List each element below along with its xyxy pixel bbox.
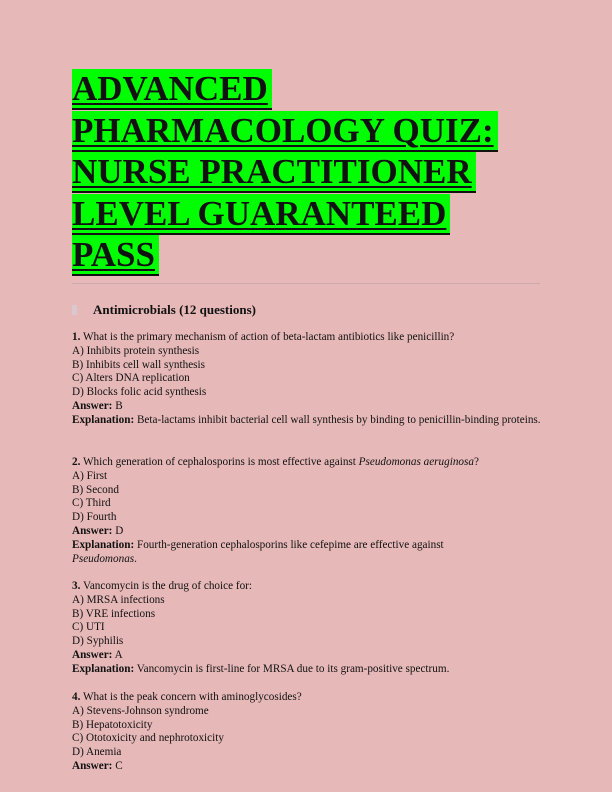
answer-value: C	[115, 759, 123, 772]
answer-line	[72, 400, 542, 414]
option: B) Second	[72, 483, 119, 496]
option: D) Blocks folic acid synthesis	[72, 386, 207, 399]
option: A) MRSA infections	[72, 593, 165, 606]
option: C) Alters DNA replication	[72, 372, 190, 385]
title-line-5: PASS	[72, 235, 159, 274]
question-number: 1.	[72, 331, 81, 343]
question-number: 2.	[72, 456, 81, 468]
option: D) Anemia	[72, 746, 122, 759]
title-line-3: NURSE PRACTITIONER	[72, 152, 476, 191]
option: D) Syphilis	[72, 635, 124, 648]
option: D) Fourth	[72, 511, 117, 524]
answer-label: Answer:	[72, 399, 113, 412]
answer-line	[72, 649, 542, 663]
section-heading	[72, 302, 540, 318]
question-stem: 2. Which generation of cephalosporins is most effective against Pseudomonas aeruginosa?	[72, 456, 479, 468]
section-heading-text: Antimicrobials (12 questions)	[93, 302, 256, 317]
title-line-4: LEVEL GUARANTEED	[72, 194, 450, 233]
question-stem: 3. Vancomycin is the drug of choice for:	[72, 580, 253, 592]
option: C) Ototoxicity and nephrotoxicity	[72, 732, 224, 745]
option: C) Third	[72, 497, 111, 510]
explanation: Explanation: Fourth-generation cephalosporins like cefepime are effective against Pseudomonas.	[72, 538, 444, 565]
option: A) First	[72, 469, 108, 482]
question-stem: 1. What is the primary mechanism of action of beta-lactam antibiotics like penicillin?	[72, 331, 455, 343]
question-block-1	[72, 331, 542, 428]
explanation-label: Explanation:	[72, 662, 135, 675]
option: A) Inhibits protein synthesis	[72, 344, 200, 357]
title-line-2: PHARMACOLOGY QUIZ:	[72, 111, 498, 150]
title-line-1: ADVANCED	[72, 69, 272, 108]
answer-value: B	[115, 399, 123, 412]
answer-value: D	[115, 524, 124, 537]
option: B) Inhibits cell wall synthesis	[72, 358, 205, 371]
bullet-icon	[72, 305, 77, 315]
answer-label: Answer:	[72, 648, 113, 661]
question-number: 4.	[72, 691, 81, 703]
answer-value: A	[114, 648, 123, 661]
option: B) Hepatotoxicity	[72, 718, 153, 731]
answer-label: Answer:	[72, 759, 113, 772]
answer-line	[72, 525, 542, 539]
explanation: Explanation: Beta-lactams inhibit bacterial cell wall synthesis by binding to penicillin-binding proteins.	[72, 413, 541, 426]
option: A) Stevens-Johnson syndrome	[72, 704, 209, 717]
explanation-label: Explanation:	[72, 413, 135, 426]
question-block-3	[72, 580, 542, 677]
option: C) UTI	[72, 621, 105, 634]
document-title	[72, 68, 542, 276]
question-stem: 4. What is the peak concern with aminoglycosides?	[72, 691, 302, 703]
horizontal-divider	[72, 283, 540, 284]
question-block-4	[72, 691, 542, 774]
question-number: 3.	[72, 580, 81, 592]
question-block-2	[72, 456, 542, 566]
option: B) VRE infections	[72, 607, 156, 620]
explanation: Explanation: Vancomycin is first-line for MRSA due to its gram-positive spectrum.	[72, 662, 450, 675]
answer-label: Answer:	[72, 524, 113, 537]
answer-line	[72, 760, 542, 774]
explanation-label: Explanation:	[72, 538, 135, 551]
